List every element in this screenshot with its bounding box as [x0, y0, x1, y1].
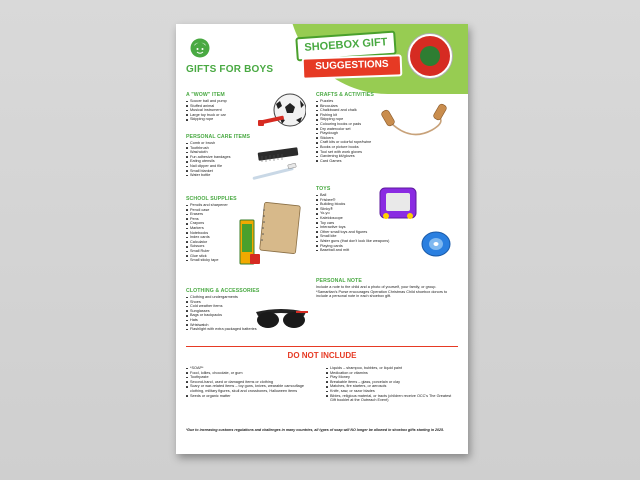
list-item: Skipping rope — [316, 117, 406, 122]
list-item: Comb or brush — [186, 141, 266, 146]
list-item: Playdough — [316, 131, 406, 136]
list-item: Kaleidoscope — [316, 216, 426, 221]
list-item: Pencils and sharpener — [186, 203, 266, 208]
list-item: Skipping rope — [186, 117, 266, 122]
list-item: Large toy truck or car — [186, 113, 266, 118]
list-item: Shoes — [186, 300, 286, 305]
list-item: Stuffed animal — [186, 104, 266, 109]
list-item: Sunglasses — [186, 309, 286, 314]
list-item: Erasers — [186, 212, 266, 217]
list-item: Playing cards — [316, 244, 426, 249]
flyer-sheet — [176, 24, 468, 454]
list-item: Craft kits or colorful rope/twine — [316, 140, 406, 145]
list-item: Interactive toys — [316, 225, 426, 230]
list-item: Breakable items – glass, porcelain or clay — [326, 380, 458, 385]
drawing-toy-image — [374, 184, 434, 228]
list-item: Flashlight with extra packaged batteries — [186, 327, 286, 332]
section-wow-item — [186, 92, 266, 127]
list-item: Hats — [186, 318, 286, 323]
section-title: PERSONAL CARE ITEMS — [186, 134, 251, 140]
list-item: Eating utensils — [186, 159, 266, 164]
list-item: Gardening kit/gloves — [316, 154, 406, 159]
list-item: Fun adhesive bandages — [186, 155, 266, 160]
list-item: Scary or war-related items – toy guns, knives, wearable camouflage clothing, military figures, skull and crossbones, Halloween items — [186, 384, 310, 393]
list-item: Scissors — [186, 244, 266, 249]
page-title: GIFTS FOR BOYS — [186, 64, 274, 75]
list-item: Pens — [186, 217, 266, 222]
list-item: Matches, fire starters, or aerosols — [326, 384, 458, 389]
list-item: Index cards — [186, 235, 266, 240]
list-item: Clothing and undergarments — [186, 295, 286, 300]
do-not-include-title: DO NOT INCLUDE — [287, 351, 357, 360]
comb-toothbrush-image — [248, 142, 306, 186]
list-item: Toothpaste — [186, 375, 318, 380]
list-item: Knife, saw, or razor blades — [326, 389, 458, 394]
section-title: A "WOW" ITEM — [186, 92, 225, 98]
item-list — [186, 99, 266, 122]
globe-logo-icon — [408, 34, 452, 78]
list-item: Frisbee® — [316, 198, 426, 203]
list-item: Water guns (that don't look like weapons) — [316, 239, 426, 244]
list-item: Glue stick — [186, 254, 266, 259]
list-item: Food, lollies, chocolate, or gum — [186, 371, 318, 376]
list-item: Second-hand, used or damaged items or clothing — [186, 380, 318, 385]
footnote: *Due to increasing customs regulations and challenges in many countries, all types of soap will NO longer be allowed in shoebox gifts starting in 2025. — [186, 428, 445, 432]
soccer-ball-image — [256, 90, 306, 134]
item-list — [186, 366, 318, 398]
list-item: Card Games — [316, 159, 406, 164]
logo-line2: SUGGESTIONS — [302, 54, 403, 79]
list-item: Slinky® — [316, 207, 426, 212]
list-item: Medication or vitamins — [326, 371, 458, 376]
boy-face-icon — [190, 38, 210, 58]
list-item: Yo-yo — [316, 211, 426, 216]
list-item: Building blocks — [316, 202, 426, 207]
list-item: Play Money — [326, 375, 458, 380]
jump-rope-image — [380, 94, 454, 154]
notebook-crayons-image — [234, 200, 306, 280]
list-item: Toothbrush — [186, 146, 266, 151]
list-item: Baseball and mitt — [316, 248, 426, 253]
list-item: Bibles, religious material, or tracts (children receive OCC's The Greatest Gift booklet at the Outreach Event) — [326, 394, 456, 403]
personal-note-text: Include a note to the child and a photo of yourself, your family, or group. *Samaritan's Purse encourages Operation Christmas Child shoebox donors to include a personal note in each shoebox gift. — [316, 285, 448, 299]
list-item: Washcloth — [186, 150, 266, 155]
list-item: Wristwatch — [186, 323, 286, 328]
list-item: Small blanket — [186, 169, 266, 174]
list-item: Puzzles — [316, 99, 406, 104]
list-item: Stickers — [316, 136, 406, 141]
do-not-include-left — [186, 366, 318, 403]
list-item: Toy cars — [316, 221, 426, 226]
section-title: TOYS — [316, 186, 331, 192]
section-title: SCHOOL SUPPLIES — [186, 196, 237, 202]
list-item: Colouring books or pads — [316, 122, 406, 127]
list-item: Musical instrument — [186, 108, 266, 113]
do-not-include-right — [326, 366, 458, 408]
yoyo-image — [416, 224, 456, 264]
logo-line1: SHOEBOX GIFT — [295, 31, 396, 62]
list-item: *SOAP* — [186, 366, 318, 371]
shoebox-logo — [296, 32, 456, 80]
list-item: Other small toys and figures — [316, 230, 426, 235]
list-item: Nail clipper and file — [186, 164, 266, 169]
list-item: Dry watercolor set — [316, 127, 406, 132]
section-personal-note — [316, 278, 456, 299]
list-item: Chalkboard and chalk — [316, 108, 406, 113]
list-item: Liquids – shampoo, bubbles, or liquid paint — [326, 366, 458, 371]
list-item: Pencil case — [186, 208, 266, 213]
list-item: Books or picture books — [316, 145, 406, 150]
list-item: Notebooks — [186, 231, 266, 236]
list-item: Calculator — [186, 240, 266, 245]
section-title: CLOTHING & ACCESSORIES — [186, 288, 260, 294]
sunglasses-image — [252, 304, 310, 334]
section-title: PERSONAL NOTE — [316, 278, 362, 284]
item-list — [326, 366, 458, 403]
list-item: Cold weather items — [186, 304, 286, 309]
list-item: Soccer ball and pump — [186, 99, 266, 104]
section-title: CRAFTS & ACTIVITIES — [316, 92, 374, 98]
section-divider — [186, 346, 458, 347]
list-item: Crayons — [186, 221, 266, 226]
list-item: Ball — [316, 193, 426, 198]
list-item: Fishing kit — [316, 113, 406, 118]
list-item: Small kite — [316, 234, 426, 239]
list-item: Tool set with work gloves — [316, 150, 406, 155]
list-item: Water bottle — [186, 173, 266, 178]
list-item: Small sticky tape — [186, 258, 266, 263]
list-item: Seeds or organic matter — [186, 394, 318, 399]
list-item: Bags or backpacks — [186, 313, 286, 318]
list-item: Markers — [186, 226, 266, 231]
list-item: Small Ruler — [186, 249, 266, 254]
list-item: Binoculars — [316, 104, 406, 109]
